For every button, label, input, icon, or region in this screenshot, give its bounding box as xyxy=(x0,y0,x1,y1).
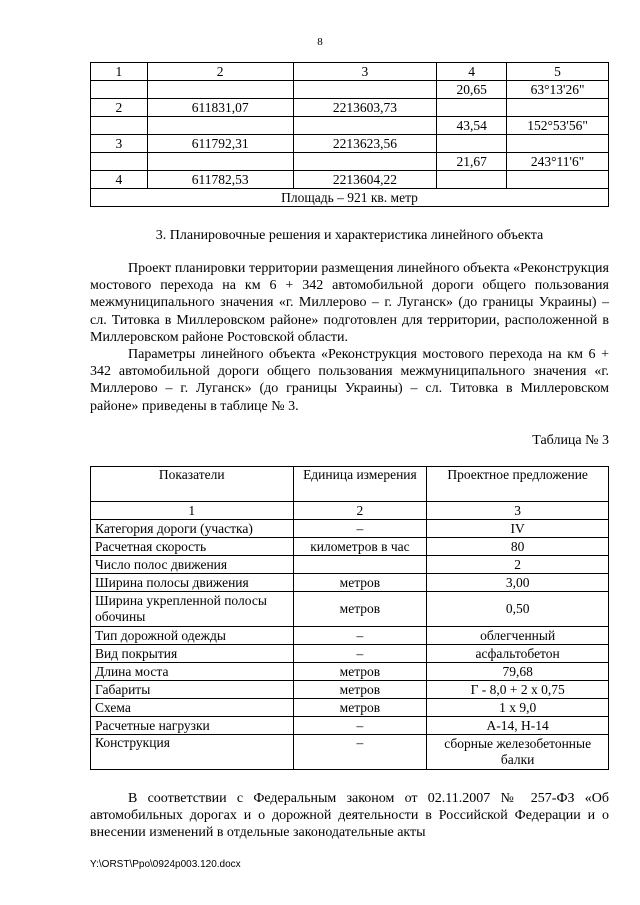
point-number-cell xyxy=(91,81,148,99)
y-coordinate-cell xyxy=(293,153,437,171)
unit-cell xyxy=(293,556,427,574)
table-caption: Таблица № 3 xyxy=(532,433,609,448)
column-number-cell: 1 xyxy=(91,502,294,520)
indicator-cell: Длина моста xyxy=(91,663,294,681)
point-number-cell xyxy=(91,153,148,171)
point-number-cell: 3 xyxy=(91,135,148,153)
table-row xyxy=(91,117,609,135)
table-row xyxy=(91,538,609,556)
point-number-cell xyxy=(91,117,148,135)
table-header-row xyxy=(91,467,609,502)
unit-cell: – xyxy=(293,645,427,663)
table-row xyxy=(91,717,609,735)
x-coordinate-cell xyxy=(147,117,293,135)
unit-cell: – xyxy=(293,717,427,735)
distance-cell: 43,54 xyxy=(437,117,507,135)
paragraph-parameters: Параметры линейного объекта «Реконструкция мостового перехода на км 6 + 342 автомобильной дороги общего пользования межмуниципального значения «г. Миллерово – г. Луганск» (до границы Украины) – сл. Титовка в Миллеровском районе» приведены в таблице № 3. xyxy=(90,347,609,414)
x-coordinate-cell: 611792,31 xyxy=(147,135,293,153)
point-number-cell: 2 xyxy=(91,99,148,117)
indicator-cell: Расчетная скорость xyxy=(91,538,294,556)
unit-cell: метров xyxy=(293,699,427,717)
table-row xyxy=(91,699,609,717)
table-header-row xyxy=(91,63,609,81)
indicator-cell: Схема xyxy=(91,699,294,717)
distance-cell xyxy=(437,135,507,153)
indicator-cell: Ширина полосы движения xyxy=(91,574,294,592)
indicator-cell: Вид покрытия xyxy=(91,645,294,663)
area-row xyxy=(91,189,609,207)
value-cell: сборные железобетонные балки xyxy=(427,735,609,770)
table-row xyxy=(91,135,609,153)
table-row xyxy=(91,645,609,663)
unit-cell: километров в час xyxy=(293,538,427,556)
unit-cell: метров xyxy=(293,663,427,681)
table-row xyxy=(91,663,609,681)
header-cell-proposal: Проектное предложение xyxy=(427,467,609,502)
distance-cell xyxy=(437,99,507,117)
y-coordinate-cell xyxy=(293,81,437,99)
parameters-table xyxy=(90,466,609,770)
value-cell: облегченный xyxy=(427,627,609,645)
table-row xyxy=(91,627,609,645)
header-cell: 5 xyxy=(507,63,609,81)
value-cell: 3,00 xyxy=(427,574,609,592)
value-cell: 1 х 9,0 xyxy=(427,699,609,717)
value-cell: Г - 8,0 + 2 х 0,75 xyxy=(427,681,609,699)
indicator-cell: Тип дорожной одежды xyxy=(91,627,294,645)
table-row xyxy=(91,171,609,189)
header-cell-unit: Единица измерения xyxy=(293,467,427,502)
value-cell: IV xyxy=(427,520,609,538)
y-coordinate-cell: 2213623,56 xyxy=(293,135,437,153)
indicator-cell: Ширина укрепленной полосы обочины xyxy=(91,592,294,627)
table-row xyxy=(91,592,609,627)
y-coordinate-cell: 2213604,22 xyxy=(293,171,437,189)
distance-cell xyxy=(437,171,507,189)
column-number-row xyxy=(91,502,609,520)
point-number-cell: 4 xyxy=(91,171,148,189)
header-cell: 1 xyxy=(91,63,148,81)
table-row xyxy=(91,153,609,171)
unit-cell: – xyxy=(293,627,427,645)
area-cell: Площадь – 921 кв. метр xyxy=(91,189,609,207)
distance-cell: 21,67 xyxy=(437,153,507,171)
table-row xyxy=(91,99,609,117)
bearing-cell: 63°13'26" xyxy=(507,81,609,99)
header-cell: 3 xyxy=(293,63,437,81)
bearing-cell xyxy=(507,99,609,117)
bearing-cell: 152°53'56" xyxy=(507,117,609,135)
unit-cell: – xyxy=(293,735,427,770)
table-row xyxy=(91,735,609,770)
paragraph-federal-law: В соответствии с Федеральным законом от 02.11.2007 № 257-ФЗ «Об автомобильных дорогах и о дорожной деятельности в Российской Федерации и о внесении изменений в отдельные законодательные акты xyxy=(90,791,609,841)
table-row xyxy=(91,520,609,538)
unit-cell: метров xyxy=(293,681,427,699)
indicator-cell: Конструкция xyxy=(91,735,294,770)
distance-cell: 20,65 xyxy=(437,81,507,99)
indicator-cell: Категория дороги (участка) xyxy=(91,520,294,538)
value-cell: 0,50 xyxy=(427,592,609,627)
column-number-cell: 2 xyxy=(293,502,427,520)
y-coordinate-cell: 2213603,73 xyxy=(293,99,437,117)
column-number-cell: 3 xyxy=(427,502,609,520)
indicator-cell: Число полос движения xyxy=(91,556,294,574)
unit-cell: метров xyxy=(293,592,427,627)
x-coordinate-cell xyxy=(147,153,293,171)
page-number: 8 xyxy=(317,36,323,48)
coordinates-table xyxy=(90,62,609,207)
table-row xyxy=(91,681,609,699)
value-cell: асфальтобетон xyxy=(427,645,609,663)
paragraph-project-description: Проект планировки территории размещения линейного объекта «Реконструкция мостового перехода на км 6 + 342 автомобильной дороги общего пользования межмуниципального значения «г. Миллерово – г. Луганск» (до границы Украины) – сл. Титовка в Миллеровском районе» подготовлен для территории, расположенной в Миллеровском районе Ростовской области. xyxy=(90,261,609,345)
x-coordinate-cell: 611831,07 xyxy=(147,99,293,117)
header-cell-indicators: Показатели xyxy=(91,467,294,502)
value-cell: А-14, Н-14 xyxy=(427,717,609,735)
x-coordinate-cell: 611782,53 xyxy=(147,171,293,189)
footer-file-path: Y:\ORST\Ppo\0924p003.120.docx xyxy=(90,859,241,870)
y-coordinate-cell xyxy=(293,117,437,135)
bearing-cell xyxy=(507,135,609,153)
section-heading: 3. Планировочные решения и характеристика линейного объекта xyxy=(155,228,544,243)
indicator-cell: Габариты xyxy=(91,681,294,699)
indicator-cell: Расчетные нагрузки xyxy=(91,717,294,735)
value-cell: 80 xyxy=(427,538,609,556)
header-cell: 2 xyxy=(147,63,293,81)
table-row xyxy=(91,81,609,99)
header-cell: 4 xyxy=(437,63,507,81)
table-row xyxy=(91,574,609,592)
x-coordinate-cell xyxy=(147,81,293,99)
unit-cell: метров xyxy=(293,574,427,592)
value-cell: 79,68 xyxy=(427,663,609,681)
table-row xyxy=(91,556,609,574)
bearing-cell xyxy=(507,171,609,189)
value-cell: 2 xyxy=(427,556,609,574)
unit-cell: – xyxy=(293,520,427,538)
bearing-cell: 243°11'6" xyxy=(507,153,609,171)
